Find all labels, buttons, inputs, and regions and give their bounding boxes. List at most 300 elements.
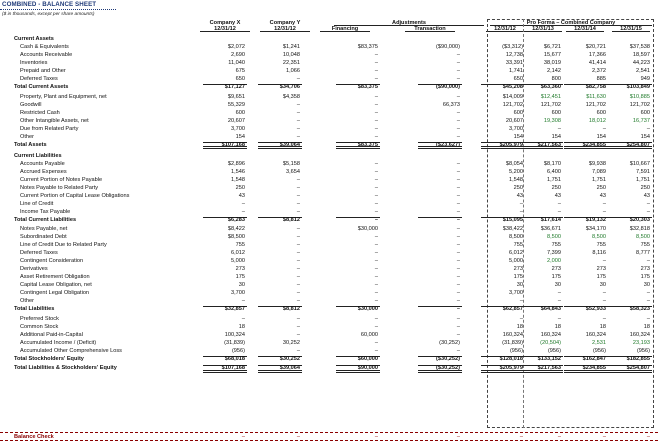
table-row[interactable] [0,242,658,250]
cell-value[interactable]: – [374,339,378,346]
cell-value[interactable]: – [374,176,378,183]
cell-value[interactable]: 175 [235,274,245,280]
cell-value[interactable]: $1,241 [282,44,300,50]
cell-value[interactable]: – [646,208,650,215]
cell-value[interactable]: 30 [643,282,650,288]
cell-value[interactable]: 20,607 [505,117,523,124]
cell-value[interactable]: 18 [238,323,245,330]
table-row[interactable] [0,340,658,348]
cell-value[interactable]: – [557,298,561,304]
cell-value[interactable]: 5,000 [509,258,523,264]
cell-value[interactable]: 121,702 [629,101,650,108]
cell-value[interactable]: 19,308 [543,117,561,124]
cell-value[interactable]: – [296,331,300,338]
cell-value[interactable]: (956) [547,347,561,354]
cell-value[interactable]: 121,702 [585,101,606,108]
cell-value[interactable]: 100,324 [224,331,245,338]
cell-value[interactable]: 30 [238,282,245,288]
cell-value[interactable]: 600 [235,109,245,116]
cell-value[interactable]: – [296,250,300,256]
cell-value[interactable]: 5,200 [509,168,523,175]
cell-value[interactable]: ($23,627) [436,141,460,148]
cell-value[interactable]: – [374,216,378,223]
cell-value[interactable]: 30 [599,282,606,288]
cell-value[interactable]: $11,630 [586,93,606,100]
cell-value[interactable]: 154 [513,133,523,140]
cell-value[interactable]: $17,127 [224,84,245,90]
cell-value[interactable]: – [296,266,300,272]
cell-value[interactable]: 755 [513,242,523,248]
cell-value[interactable]: $36,671 [540,226,561,232]
cell-value[interactable]: $217,563 [537,365,561,371]
table-row[interactable] [0,316,658,324]
cell-value[interactable]: – [296,347,300,354]
table-row[interactable] [0,250,658,258]
cell-value[interactable]: – [374,323,378,330]
cell-value[interactable]: $8,500 [227,234,245,240]
cell-value[interactable]: $5,158 [282,160,300,167]
cell-value[interactable]: – [602,298,606,304]
cell-value[interactable]: – [374,234,378,240]
cell-value[interactable]: 30 [516,282,523,288]
cell-value[interactable]: 33,391 [505,60,523,66]
table-row[interactable] [0,126,658,134]
cell-value[interactable]: – [296,242,300,248]
cell-value[interactable]: – [374,298,378,304]
cell-value[interactable]: 8,500 [636,234,650,240]
cell-value[interactable]: $8,054 [505,160,523,167]
cell-value[interactable]: $90,000 [357,365,378,371]
cell-value[interactable]: $205,979 [499,365,523,371]
cell-value[interactable]: – [374,266,378,272]
cell-value[interactable]: 44,223 [632,60,650,66]
cell-value[interactable]: – [456,109,460,116]
cell-value[interactable]: – [296,117,300,124]
cell-value[interactable]: 160,324 [502,331,523,338]
table-row[interactable] [0,290,658,298]
cell-value[interactable]: 2,541 [636,68,650,74]
cell-value[interactable]: $34,706 [279,84,300,90]
table-row[interactable] [0,68,658,76]
cell-value[interactable]: (956) [231,347,245,354]
cell-value[interactable]: – [374,184,378,191]
cell-value[interactable]: – [646,315,650,322]
cell-value[interactable]: 18 [599,323,606,330]
cell-value[interactable]: 250 [551,184,561,191]
cell-value[interactable]: ($30,252) [436,355,460,362]
cell-value[interactable]: – [241,315,245,322]
table-row[interactable] [0,94,658,102]
cell-value[interactable]: $10,667 [629,160,650,167]
cell-value[interactable]: 16,737 [632,117,650,124]
cell-value[interactable]: 3,700 [231,290,245,296]
cell-value[interactable]: – [456,168,460,175]
table-row[interactable] [0,177,658,185]
cell-value[interactable]: – [456,323,460,330]
cell-value[interactable]: 3,700 [231,125,245,132]
table-row[interactable] [0,234,658,242]
cell-value[interactable]: 755 [596,242,606,248]
cell-value[interactable]: $20,721 [585,44,606,50]
cell-value[interactable]: – [374,290,378,296]
table-row[interactable] [0,298,658,306]
cell-value[interactable]: $10,885 [629,93,650,100]
cell-value[interactable]: – [602,290,606,296]
cell-value[interactable]: 755 [551,242,561,248]
cell-value[interactable]: 650 [235,76,245,82]
cell-value[interactable]: 800 [551,76,561,82]
cell-value[interactable]: 43 [599,192,606,199]
cell-value[interactable]: 250 [640,184,650,191]
cell-value[interactable]: 2,531 [592,339,606,346]
cell-value[interactable]: – [456,208,460,215]
cell-value[interactable]: – [296,282,300,288]
cell-value[interactable]: – [374,200,378,207]
cell-value[interactable]: – [456,184,460,191]
cell-value[interactable]: – [374,258,378,264]
cell-value[interactable]: $34,170 [585,226,606,232]
cell-value[interactable]: – [241,298,245,304]
cell-value[interactable]: 273 [235,266,245,272]
cell-value[interactable]: – [557,125,561,132]
cell-value[interactable]: 154 [640,133,650,140]
cell-value[interactable]: 7,089 [592,168,606,175]
cell-value[interactable]: – [456,234,460,240]
cell-value[interactable]: – [296,176,300,183]
cell-value[interactable]: – [296,323,300,330]
cell-value[interactable]: 17,366 [588,52,606,58]
cell-value[interactable]: 7,399 [547,250,561,256]
cell-value[interactable]: – [602,200,606,207]
cell-value[interactable]: 273 [513,266,523,272]
cell-value[interactable]: 5,000 [231,258,245,264]
cell-value[interactable]: 175 [551,274,561,280]
cell-value[interactable]: 160,324 [540,331,561,338]
cell-value[interactable]: $32,857 [224,306,245,312]
cell-value[interactable]: 60,000 [360,331,378,338]
cell-value[interactable]: 30,252 [282,339,300,346]
cell-value[interactable]: 154 [596,133,606,140]
cell-value[interactable]: – [374,208,378,215]
table-row[interactable] [0,169,658,177]
cell-value[interactable]: 2,690 [231,52,245,58]
cell-value[interactable]: – [456,176,460,183]
cell-value[interactable]: 121,702 [502,101,523,108]
cell-value[interactable]: – [557,200,561,207]
cell-value[interactable]: 160,324 [585,331,606,338]
cell-value[interactable]: 8,500 [547,234,561,240]
cell-value[interactable]: $20,303 [629,216,650,223]
table-row[interactable] [0,348,658,356]
cell-value[interactable]: (31,839) [502,339,523,346]
cell-value[interactable]: $2,896 [227,160,245,167]
cell-value[interactable]: 160,324 [629,331,650,338]
table-row[interactable] [0,266,658,274]
cell-value[interactable]: 8,500 [592,234,606,240]
cell-value[interactable]: 273 [551,266,561,272]
table-row[interactable] [0,209,658,217]
cell-value[interactable]: – [646,290,650,296]
total-row[interactable] [0,84,658,92]
cell-value[interactable]: – [602,258,606,264]
cell-value[interactable]: – [374,282,378,288]
table-row[interactable] [0,201,658,209]
cell-value[interactable]: ($30,252) [436,365,460,371]
table-row[interactable] [0,193,658,201]
cell-value[interactable]: 175 [596,274,606,280]
cell-value[interactable]: 7,591 [636,168,650,175]
cell-value[interactable]: – [602,208,606,215]
cell-value[interactable]: – [241,200,245,207]
cell-value[interactable]: $62,857 [502,306,523,312]
cell-value[interactable]: 18 [643,323,650,330]
cell-value[interactable]: – [374,68,378,74]
cell-value[interactable]: – [456,242,460,248]
cell-value[interactable]: – [296,208,300,215]
cell-value[interactable]: – [374,60,378,66]
cell-value[interactable]: $19,132 [585,216,606,223]
section-header-row[interactable] [0,153,658,161]
cell-value[interactable]: $234,855 [582,141,606,148]
cell-value[interactable]: – [296,274,300,280]
cell-value[interactable]: 43 [238,192,245,199]
cell-value[interactable]: – [456,93,460,100]
cell-value[interactable]: – [374,168,378,175]
table-row[interactable] [0,118,658,126]
cell-value[interactable]: – [456,282,460,288]
cell-value[interactable]: – [456,290,460,296]
cell-value[interactable]: – [296,133,300,140]
cell-value[interactable]: – [519,200,523,207]
cell-value[interactable]: ($90,000) [436,44,460,50]
cell-value[interactable]: 650 [513,76,523,82]
cell-value[interactable]: 43 [554,192,561,199]
cell-value[interactable]: $39,064 [279,365,300,371]
cell-value[interactable]: $12,451 [540,93,561,100]
cell-value[interactable]: 12,738 [505,52,523,58]
cell-value[interactable]: – [374,52,378,58]
cell-value[interactable]: (956) [592,347,606,354]
cell-value[interactable]: 154 [235,133,245,140]
total-row[interactable] [0,217,658,225]
cell-value[interactable]: 755 [235,242,245,248]
cell-value[interactable]: – [374,117,378,124]
cell-value[interactable]: – [456,133,460,140]
cell-value[interactable]: (956) [636,347,650,354]
cell-value[interactable]: $107,168 [221,141,245,148]
cell-value[interactable]: 8,116 [592,250,606,256]
cell-value[interactable]: – [374,133,378,140]
cell-value[interactable]: 43 [516,192,523,199]
cell-value[interactable]: 1,066 [286,68,300,74]
cell-value[interactable]: – [296,290,300,296]
cell-value[interactable]: $83,375 [357,44,378,50]
cell-value[interactable]: $60,000 [357,355,378,362]
cell-value[interactable]: $182,855 [626,355,650,362]
cell-value[interactable]: 18,012 [588,117,606,124]
cell-value[interactable]: $38,422 [502,226,523,232]
cell-value[interactable]: 18 [554,323,561,330]
cell-value[interactable]: 6,012 [231,250,245,256]
cell-value[interactable]: 1,548 [231,176,245,183]
cell-value[interactable]: $4,358 [282,93,300,100]
cell-value[interactable]: – [296,315,300,322]
cell-value[interactable]: (20,504) [540,339,561,346]
cell-value[interactable]: – [602,315,606,322]
cell-value[interactable]: 41,414 [588,60,606,66]
cell-value[interactable]: – [296,101,300,108]
cell-value[interactable]: – [456,52,460,58]
cell-value[interactable]: (31,839) [224,339,245,346]
cell-value[interactable]: – [456,68,460,74]
cell-value[interactable]: 2,142 [547,68,561,74]
cell-value[interactable]: 38,019 [543,60,561,66]
cell-value[interactable]: 11,040 [228,60,245,66]
cell-value[interactable]: 1,751 [636,176,650,183]
cell-value[interactable]: 43 [643,192,650,199]
cell-value[interactable]: 8,777 [636,250,650,256]
cell-value[interactable]: ($90,000) [436,84,460,90]
cell-value[interactable]: – [456,76,460,82]
cell-value[interactable]: 1,546 [231,168,245,175]
cell-value[interactable]: – [374,93,378,100]
table-row[interactable] [0,52,658,60]
cell-value[interactable]: $17,614 [540,216,561,223]
cell-value[interactable]: 6,012 [509,250,523,256]
cell-value[interactable]: $52,933 [585,306,606,312]
cell-value[interactable]: – [456,306,460,312]
cell-value[interactable]: 1,751 [592,176,606,183]
cell-value[interactable]: – [296,109,300,116]
cell-value[interactable]: 66,373 [442,101,460,108]
cell-value[interactable]: – [374,76,378,82]
cell-value[interactable]: – [456,315,460,322]
cell-value[interactable]: $8,170 [543,160,561,167]
cell-value[interactable]: – [456,125,460,132]
cell-value[interactable]: – [374,274,378,280]
cell-value[interactable]: – [296,184,300,191]
cell-value[interactable]: – [296,234,300,240]
cell-value[interactable]: 6,400 [547,168,561,175]
cell-value[interactable]: – [374,192,378,199]
table-row[interactable] [0,102,658,110]
cell-value[interactable]: 18 [516,323,523,330]
cell-value[interactable]: 20,607 [227,117,245,124]
cell-value[interactable]: – [456,298,460,304]
cell-value[interactable]: 3,700 [509,290,523,296]
cell-value[interactable]: – [296,258,300,264]
table-row[interactable] [0,226,658,234]
table-row[interactable] [0,161,658,169]
cell-value[interactable]: $217,563 [537,141,561,148]
cell-value[interactable]: 949 [640,76,650,82]
total-row[interactable] [0,356,658,364]
cell-value[interactable]: 1,548 [509,176,523,183]
cell-value[interactable]: 2,372 [592,68,606,74]
cell-value[interactable]: $32,818 [629,226,650,232]
cell-value[interactable]: – [456,160,460,167]
cell-value[interactable]: 1,741 [509,68,523,74]
cell-value[interactable]: – [456,258,460,264]
table-row[interactable] [0,324,658,332]
cell-value[interactable]: – [296,226,300,232]
cell-value[interactable]: – [456,250,460,256]
table-row[interactable] [0,76,658,84]
cell-value[interactable]: – [519,208,523,215]
cell-value[interactable]: $162,847 [582,355,606,362]
cell-value[interactable]: 8,500 [509,234,523,240]
cell-value[interactable]: $6,721 [543,44,561,50]
cell-value[interactable]: 1,751 [547,176,561,183]
cell-value[interactable]: – [519,315,523,322]
section-header-row[interactable] [0,36,658,44]
cell-value[interactable]: 3,654 [286,168,300,175]
cell-value[interactable]: 250 [235,184,245,191]
cell-value[interactable]: 2,000 [547,258,561,264]
table-row[interactable] [0,282,658,290]
cell-value[interactable]: 55,329 [227,101,245,108]
cell-value[interactable]: $107,168 [221,365,245,371]
cell-value[interactable]: 18,597 [632,52,650,58]
cell-value[interactable]: 273 [640,266,650,272]
total-row[interactable] [0,306,658,314]
cell-value[interactable]: 250 [513,184,523,191]
cell-value[interactable]: – [456,331,460,338]
cell-value[interactable]: $205,979 [499,141,523,148]
cell-value[interactable]: – [296,192,300,199]
cell-value[interactable]: 755 [640,242,650,248]
cell-value[interactable]: – [557,290,561,296]
cell-value[interactable]: $68,018 [224,355,245,362]
cell-value[interactable]: $8,812 [282,216,300,223]
cell-value[interactable]: – [374,109,378,116]
cell-value[interactable]: – [456,60,460,66]
cell-value[interactable]: $8,812 [282,306,300,312]
cell-value[interactable]: 250 [596,184,606,191]
cell-value[interactable]: – [456,266,460,272]
cell-value[interactable]: $8,422 [227,226,245,232]
table-row[interactable] [0,134,658,142]
cell-value[interactable]: 154 [551,133,561,140]
cell-value[interactable]: $63,360 [540,84,561,90]
table-row[interactable] [0,110,658,118]
cell-value[interactable]: $9,938 [588,160,606,167]
cell-value[interactable]: ($3,312) [502,44,523,50]
cell-value[interactable]: $45,208 [502,84,523,90]
cell-value[interactable]: – [557,315,561,322]
cell-value[interactable]: – [296,125,300,132]
cell-value[interactable]: 600 [596,109,606,116]
cell-value[interactable]: $6,283 [227,216,245,223]
cell-value[interactable]: $133,152 [537,355,561,362]
cell-value[interactable]: 10,048 [282,52,300,58]
cell-value[interactable]: – [296,298,300,304]
table-row[interactable] [0,60,658,68]
cell-value[interactable]: – [374,160,378,167]
cell-value[interactable]: – [456,117,460,124]
cell-value[interactable]: – [646,125,650,132]
total-row[interactable] [0,142,658,150]
cell-value[interactable]: 3,700 [509,125,523,132]
table-row[interactable] [0,274,658,282]
cell-value[interactable]: – [456,200,460,207]
cell-value[interactable]: $30,000 [357,226,378,232]
cell-value[interactable]: $37,538 [629,44,650,50]
cell-value[interactable]: – [646,200,650,207]
cell-value[interactable]: – [456,347,460,354]
cell-value[interactable]: 15,677 [543,52,561,58]
cell-value[interactable]: 600 [551,109,561,116]
